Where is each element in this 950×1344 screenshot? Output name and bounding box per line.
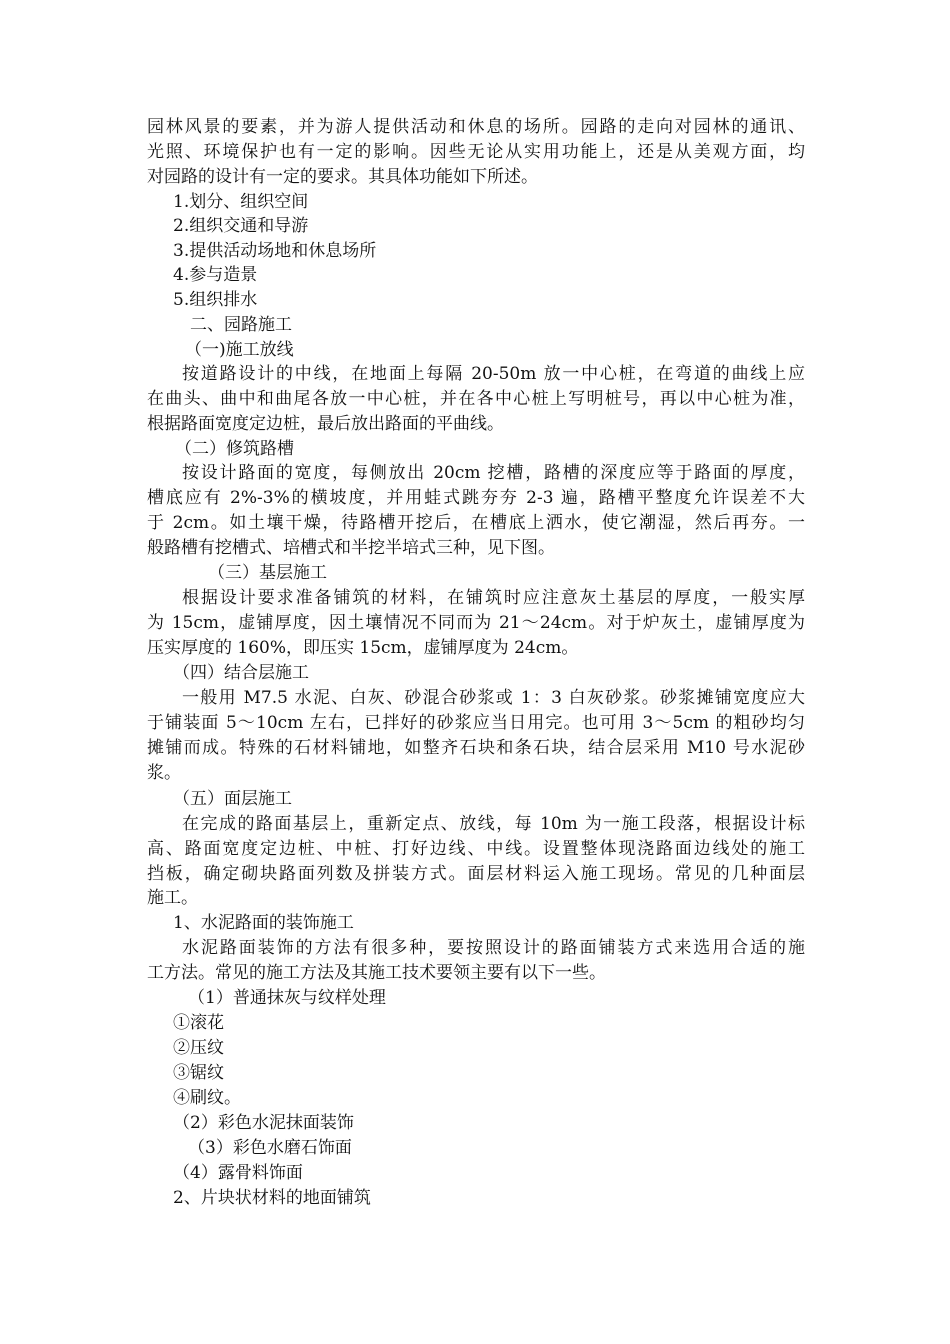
paragraph-line: 于 2cm。如土壤干燥，待路槽开挖后，在槽底上洒水，使它潮湿，然后再夯。一 bbox=[147, 513, 805, 533]
sub-heading-base-layer: （三）基层施工 bbox=[208, 563, 327, 583]
sub-heading-roadbed: （二）修筑路槽 bbox=[175, 439, 294, 459]
paragraph-line: 摊铺而成。特殊的石材料铺地，如整齐石块和条石块，结合层采用 M10 号水泥砂 bbox=[147, 738, 805, 758]
paragraph-line: 水泥路面装饰的方法有很多种，要按照设计的路面铺装方式来选用合适的施 bbox=[182, 938, 805, 958]
paragraph-line: 施工。 bbox=[147, 888, 198, 908]
function-item-2: 2.组织交通和导游 bbox=[173, 216, 309, 236]
paragraph-line: 高、路面宽度定边桩、中桩、打好边线、中线。设置整体现浇路面边线处的施工 bbox=[147, 839, 805, 859]
paragraph-line: 于铺装面 5～10cm 左右，已拌好的砂浆应当日用完。也可用 3～5cm 的粗砂均匀 bbox=[147, 713, 805, 733]
intro-line-1: 园林风景的要素，并为游人提供活动和休息的场所。园路的走向对园林的通讯、 bbox=[147, 117, 805, 137]
technique-item: ②压纹 bbox=[173, 1038, 224, 1058]
section-heading-construction: 二、园路施工 bbox=[190, 315, 292, 335]
paragraph-line: 压实厚度的 160%，即压实 15cm，虚铺厚度为 24cm。 bbox=[147, 638, 579, 658]
sub-heading-bonding-layer: （四）结合层施工 bbox=[173, 663, 309, 683]
paragraph-line: 在曲头、曲中和曲尾各放一中心桩，并在各中心桩上写明桩号，再以中心桩为准， bbox=[147, 389, 805, 409]
paragraph-line: 根据路面宽度定边桩，最后放出路面的平曲线。 bbox=[147, 414, 504, 434]
item-heading-block-paving: 2、片块状材料的地面铺筑 bbox=[173, 1188, 371, 1208]
technique-item: ①滚花 bbox=[173, 1013, 224, 1033]
paragraph-line: 浆。 bbox=[147, 763, 181, 783]
method-heading: （3）彩色水磨石饰面 bbox=[188, 1138, 352, 1158]
intro-line-2: 光照、环境保护也有一定的影响。因些无论从实用功能上，还是从美观方面，均 bbox=[147, 142, 805, 162]
item-heading-cement: 1、水泥路面的装饰施工 bbox=[173, 913, 354, 933]
function-item-5: 5.组织排水 bbox=[173, 290, 258, 310]
function-item-1: 1.划分、组织空间 bbox=[173, 192, 309, 212]
paragraph-line: 为 15cm，虚铺厚度，因土壤情况不同而为 21～24cm。对于炉灰土，虚铺厚度为 bbox=[147, 613, 805, 633]
technique-item: ④刷纹。 bbox=[173, 1088, 241, 1108]
paragraph-line: 按设计路面的宽度，每侧放出 20cm 挖槽，路槽的深度应等于路面的厚度， bbox=[182, 463, 805, 483]
paragraph-line: 工方法。常见的施工方法及其施工技术要领主要有以下一些。 bbox=[147, 963, 606, 983]
paragraph-line: 一般用 M7.5 水泥、白灰、砂混合砂浆或 1：3 白灰砂浆。砂浆摊铺宽度应大 bbox=[182, 688, 805, 708]
method-heading: （1）普通抹灰与纹样处理 bbox=[188, 988, 386, 1008]
method-heading: （4）露骨料饰面 bbox=[173, 1163, 303, 1183]
paragraph-line: 般路槽有挖槽式、培槽式和半挖半培式三种，见下图。 bbox=[147, 538, 555, 558]
paragraph-line: 槽底应有 2%-3%的横坡度，并用蛙式跳夯夯 2-3 遍，路槽平整度允许误差不大 bbox=[147, 488, 805, 508]
function-item-4: 4.参与造景 bbox=[173, 265, 258, 285]
technique-item: ③锯纹 bbox=[173, 1063, 224, 1083]
function-item-3: 3.提供活动场地和休息场所 bbox=[173, 241, 377, 261]
paragraph-line: 根据设计要求准备铺筑的材料，在铺筑时应注意灰土基层的厚度，一般实厚 bbox=[182, 588, 805, 608]
method-heading: （2）彩色水泥抹面装饰 bbox=[173, 1113, 354, 1133]
sub-heading-surface-layer: （五）面层施工 bbox=[173, 789, 292, 809]
sub-heading-layout: （一)施工放线 bbox=[185, 340, 294, 360]
intro-line-3: 对园路的设计有一定的要求。其具体功能如下所述。 bbox=[147, 167, 538, 187]
paragraph-line: 按道路设计的中线，在地面上每隔 20-50m 放一中心桩，在弯道的曲线上应 bbox=[182, 364, 805, 384]
paragraph-line: 在完成的路面基层上，重新定点、放线，每 10m 为一施工段落，根据设计标 bbox=[182, 814, 805, 834]
paragraph-line: 挡板，确定砌块路面列数及拼装方式。面层材料运入施工现场。常见的几种面层 bbox=[147, 864, 805, 884]
